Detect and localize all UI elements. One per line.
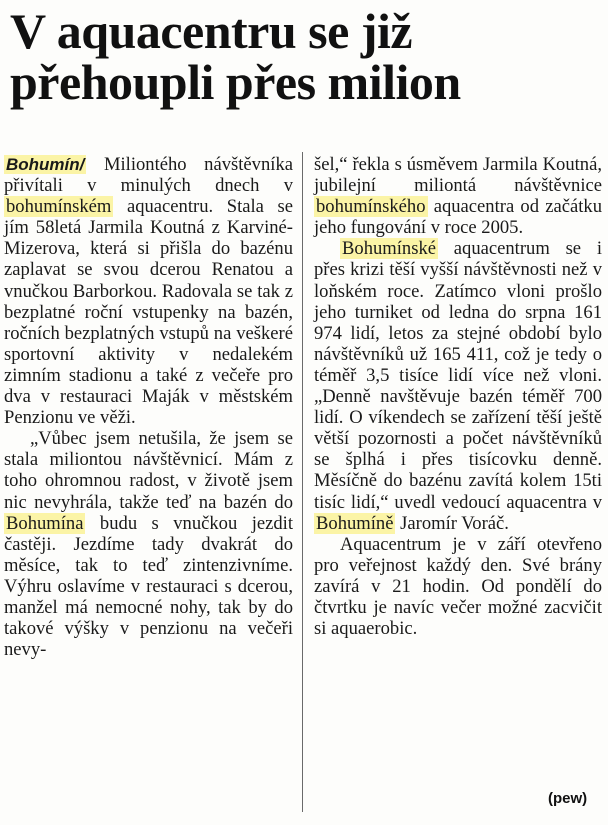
paragraph-text: aquacentrum se i přes krizi těší vyšší návštěvnosti než v loňském roce. Zatímco vloni prošlo jeho turniket od ledna do srpna 161 974 lidí, letos za stejné období bylo návštěvníků už 165 411, což je tedy o téměř 3,5 tisíce lidí více než vloni. „Denně navštěvuje bazén téměř 700 lidí. O víkendech se zařízení těší ještě větší pozornosti a počet návštěvníků se šplhá i přes tisícovku denně. Měsíčně do bazénu zavítá kolem 15ti tisíc lidí,“ uvedl vedoucí aquacentra v (314, 238, 602, 513)
article-headline: V aquacentru se již přehoupli přes milion (10, 3, 461, 110)
highlighted-word: Bohumínské (342, 238, 437, 260)
paragraph (314, 238, 602, 533)
paragraph-text: aquacentru. Stala se jím 58letá Jarmila Koutná z Karviné-Mizerova, která si přišla do bazénu zaplavat se svou dcerou Renatou a vnučkou Barborkou. Radovala se tak z bezplatné roční vstupenky na bazén, ročních bezplatných vstupů na veškeré sportovní aktivity v nedalekém zimním stadionu a také z večeře pro dva v restauraci Maják v městském Penzionu ve věži. (4, 196, 293, 429)
paragraph: Aquacentrum je v září otevřeno pro veřejnost každý den. Své brány zavírá v 21 hodin. Od pondělí do čtvrtku je navíc večer možné zacvičit si aquaerobic. (314, 533, 602, 640)
highlighted-word: bohumínského (316, 196, 426, 218)
highlighted-word: Bohumíně (316, 512, 394, 534)
paragraph-text: budu s vnučkou jezdit častěji. Jezdíme tady dvakrát do měsíce, tak to teď zintenzivníme. Výhru oslavíme v restauraci s dcerou, manžel má nemocné nohy, tak by do takové výšky v penzionu na večeři nevy- (4, 512, 293, 661)
paragraph-text: Miliontého návštěvníka přivítali v minulých dnech v (4, 154, 293, 197)
paragraph-text: aquacentra od začátku jeho fungování v roce 2005. (314, 196, 602, 239)
paragraph (4, 154, 293, 428)
dateline-location: Bohumín/ (6, 155, 85, 174)
paragraph (4, 428, 293, 660)
paragraph-text: Jaromír Voráč. (395, 512, 509, 534)
column-divider (302, 152, 303, 812)
highlighted-word: Bohumína (6, 512, 84, 534)
article-column-right (314, 154, 602, 639)
paragraph-text: šel,“ řekla s úsměvem Jarmila Koutná, jubilejní miliontá návštěvnice (314, 154, 602, 197)
paragraph (314, 154, 602, 238)
highlighted-word: bohumínském (6, 196, 112, 218)
article-column-left (4, 154, 293, 660)
author-signature: (pew) (548, 790, 588, 807)
paragraph-text: „Vůbec jsem netušila, že jsem se stala miliontou návštěvnicí. Mám z toho ohromnou radost, v životě jsem nic nevyhrála, takže teď na bazén do (4, 428, 293, 513)
